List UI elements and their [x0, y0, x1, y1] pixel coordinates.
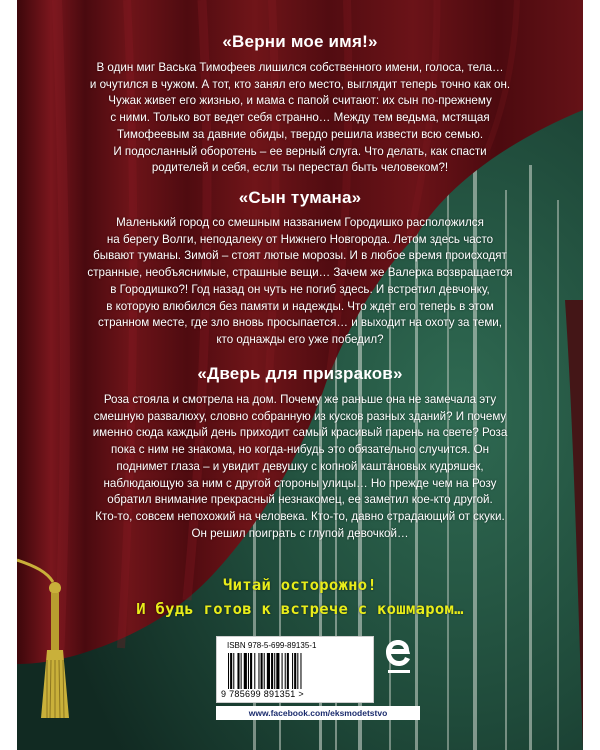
text-line: и очутился в чужом. А тот, кто занял его место, выглядит теперь точно как он. — [89, 77, 511, 91]
barcode-bar — [244, 653, 247, 689]
text-line: смешную развалюху, словно собранную из кусков разных зданий? И почему — [93, 409, 507, 423]
barcode-bar — [233, 653, 234, 689]
text-line: пока с ним не знакома, но когда-нибудь это обязательно случится. Он — [110, 443, 489, 457]
barcode-bar — [254, 653, 255, 689]
facebook-link-bar — [216, 706, 420, 720]
barcode-bar — [264, 653, 265, 689]
slogan-line: Читай осторожно! — [222, 576, 378, 594]
barcode-bar — [285, 653, 286, 689]
barcode-bar — [300, 653, 301, 689]
section-description — [17, 60, 583, 177]
section-description — [17, 392, 583, 542]
text-line: Он решил поиграть с глупой девочкой… — [191, 526, 409, 540]
barcode-panel — [216, 636, 374, 703]
text-line: в которую влюбился без памяти и надежды. Что ждет его теперь в этом — [106, 299, 494, 313]
text-line: Роза стояла и смотрела на дом. Почему же раньше она не замечала эту — [103, 393, 497, 406]
barcode-bar — [274, 653, 275, 689]
text-line: В один миг Васька Тимофеев лишился собственного имени, голоса, тела… — [96, 61, 504, 74]
barcode-bar — [237, 653, 239, 689]
text-line: наблюдающую за ним с другой стороны улицы… Но прежде чем на Розу — [103, 476, 497, 490]
barcode-bar — [261, 653, 263, 689]
section-title: «Сын тумана» — [238, 188, 362, 207]
section-description — [17, 215, 583, 349]
barcode-bar — [271, 653, 273, 689]
text-line: на берегу Волги, неподалеку от Нижнего Новгорода. Летом здесь часто — [106, 232, 494, 246]
section-title: «Дверь для призраков» — [197, 364, 403, 383]
text-line: родителей и себя, если ты перестал быть человеком?! — [151, 161, 449, 175]
barcode-bar — [241, 653, 242, 689]
text-line: странном месте, где зло вновь просыпается… и выходит на охоту за теми, — [97, 316, 503, 330]
slogan-line: И будь готов к встрече с кошмаром… — [136, 600, 464, 618]
text-line: И подосланный оборотень – ее верный слуга. Что делать, как спасти — [113, 144, 487, 158]
facebook-link[interactable]: www.facebook.com/eksmodetstvo — [248, 708, 388, 718]
text-line: кто однажды его уже победил? — [216, 332, 384, 346]
isbn-number: ISBN 978-5-699-89135-1 — [227, 641, 317, 650]
text-line: странные, необъяснимые, страшные вещи… Зачем же Валерка возвращается — [87, 266, 513, 280]
barcode-bar — [297, 653, 298, 689]
text-line: именно сюда каждый день приходит самый красивый парень на свете? Роза — [92, 426, 508, 440]
text-line: поднимет глаза – и увидит девушку с копной каштановых кудряшек, — [116, 459, 484, 473]
barcode-bar — [282, 653, 283, 689]
text-line: Чужак живет его жизнью, и мама с папой считают: их сын по-прежнему — [108, 94, 492, 108]
barcode-bar — [267, 653, 270, 689]
barcode — [228, 653, 362, 689]
publisher-logo-icon — [382, 636, 416, 680]
ean-digits: 9 785699 891351 > — [221, 689, 304, 699]
barcode-bar — [292, 653, 293, 689]
text-line: обратил внимание прекрасный незнакомец, ее заметил кое-кто другой. — [107, 493, 493, 507]
barcode-bar — [258, 653, 259, 689]
text-line: бывают туманы. Зимой – стоят лютые морозы. И в любое время происходят — [93, 249, 507, 263]
text-line: в Городишко?! Год назад он чуть не погиб здесь. И встретил девчонку, — [110, 282, 490, 296]
barcode-bar — [230, 653, 232, 689]
barcode-bar — [248, 653, 249, 689]
text-line: Тимофеевым за давние обиды, твердо решила извести всю семью. — [116, 127, 484, 141]
barcode-bar — [287, 653, 289, 689]
barcode-bar — [276, 653, 279, 689]
barcode-bar — [250, 653, 252, 689]
section-title: «Верни мое имя!» — [222, 32, 378, 51]
text-line: Маленький город со смешным названием Городишко расположился — [116, 216, 484, 229]
cover-text — [17, 0, 583, 750]
barcode-bar — [228, 653, 229, 689]
book-back-cover — [17, 0, 583, 750]
text-line: Кто-то, совсем непохожий на человека. Кто-то, давно страдающий от скуки. — [95, 509, 505, 523]
barcode-bar — [294, 653, 296, 689]
text-line: с ними. Только вот ведет себя странно… Между тем ведьма, мстящая — [110, 111, 490, 125]
